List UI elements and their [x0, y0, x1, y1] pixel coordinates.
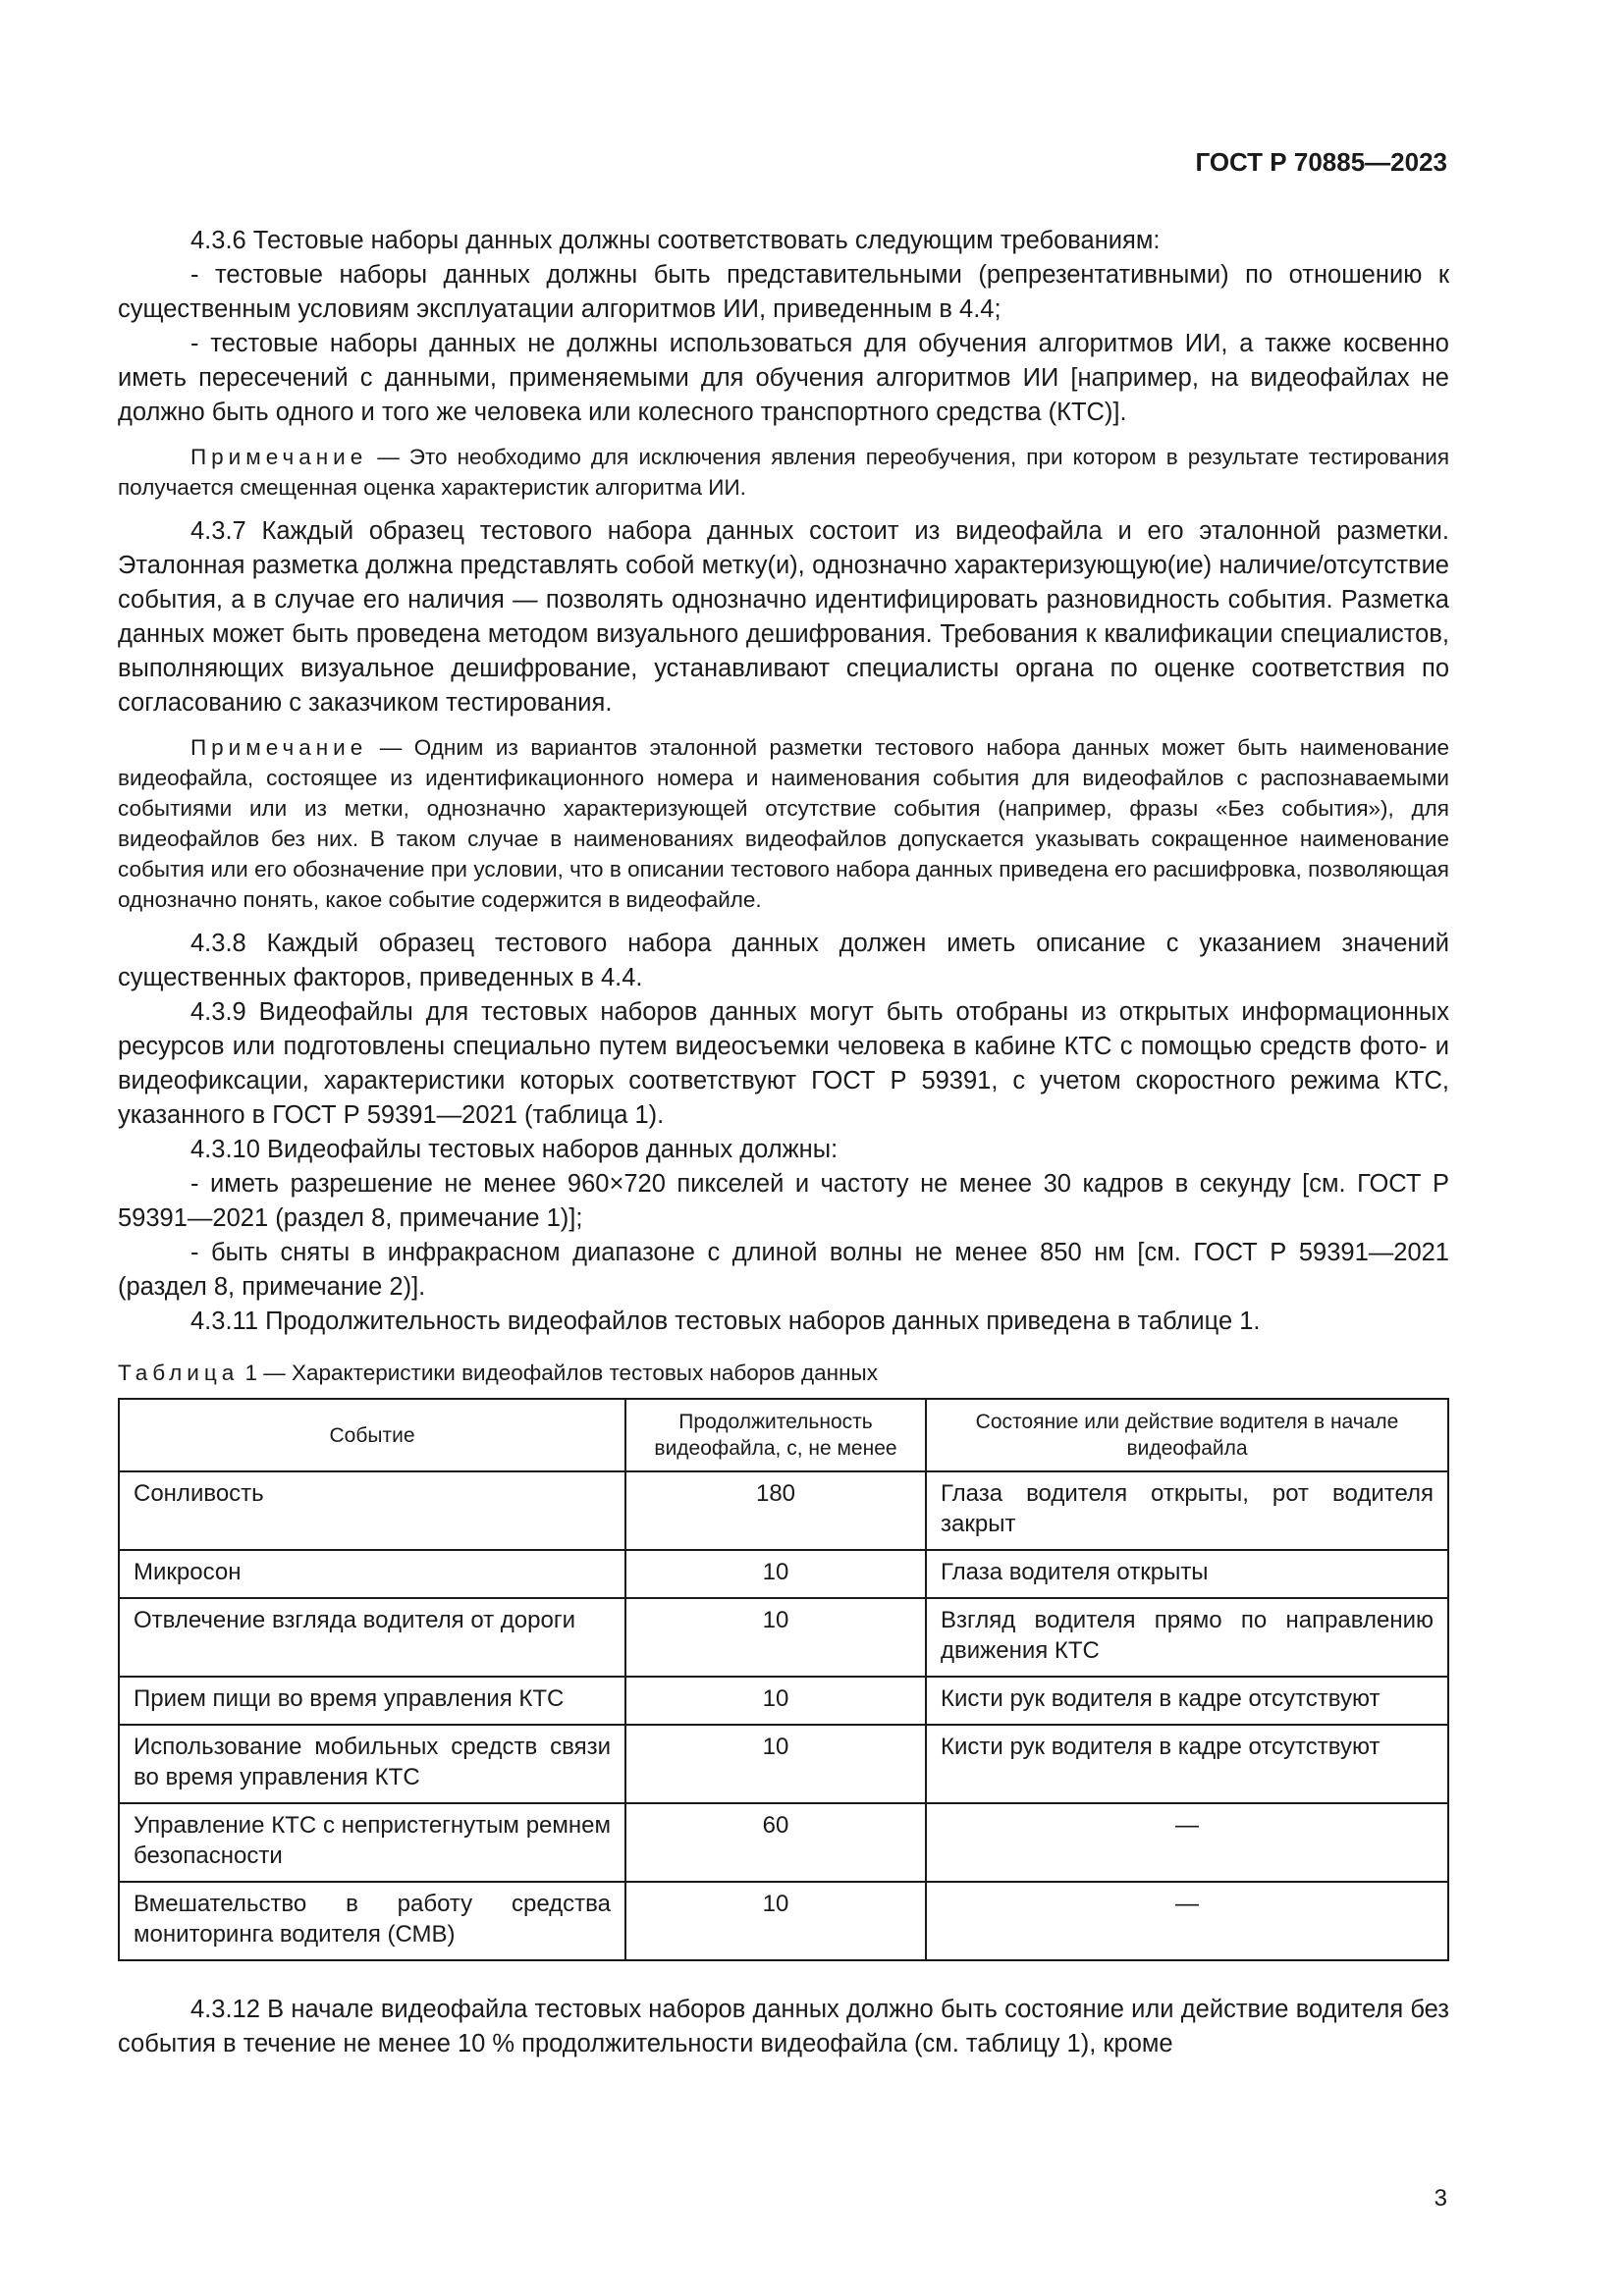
table-row — [119, 1471, 1448, 1550]
event-cell: Микросон — [119, 1550, 625, 1598]
table-1-caption — [118, 1359, 1449, 1388]
clause-4-3-10-intro: 4.3.10 Видеофайлы тестовых наборов данных должны: — [190, 1136, 839, 1163]
table-1-caption-label: Таблица — [118, 1361, 240, 1385]
table-row — [119, 1882, 1448, 1960]
document-body — [118, 224, 1449, 2061]
table-row — [119, 1725, 1448, 1803]
clause-4-3-10-item-1: - иметь разрешение не менее 960×720 пикселей и частоту не менее 30 кадров в секунду [см. ГОСТ Р 59391—2021 (раздел 8, примечание 1)]; — [118, 1170, 1449, 1232]
duration-cell: 10 — [625, 1677, 926, 1725]
clause-4-3-12: 4.3.12 В начале видеофайла тестовых наборов данных должно быть состояние или действие водителя без события в течение не менее 10 % продолжительности видеофайла (см. таблицу 1), кроме — [118, 1996, 1449, 2057]
event-cell: Прием пищи во время управления КТС — [119, 1677, 625, 1725]
note-1 — [118, 442, 1449, 503]
duration-cell: 60 — [625, 1803, 926, 1882]
column-header-driver-state: Состояние или действие водителя в начале видеофайла — [926, 1399, 1448, 1471]
driver-state-cell: Взгляд водителя прямо по направлению движения КТС — [926, 1598, 1448, 1677]
driver-state-cell: — — [926, 1882, 1448, 1960]
duration-cell: 10 — [625, 1882, 926, 1960]
column-header-event: Событие — [119, 1399, 625, 1471]
table-1 — [118, 1398, 1449, 1961]
table-header-row — [119, 1399, 1448, 1471]
clause-4-3-6-item-1: - тестовые наборы данных должны быть представительными (репрезентативными) по отношению к существенным условиям эксплуатации алгоритмов ИИ, приведенным в 4.4; — [118, 261, 1449, 323]
duration-cell: 180 — [625, 1471, 926, 1550]
clause-4-3-6-item-2: - тестовые наборы данных не должны использоваться для обучения алгоритмов ИИ, а также косвенно иметь пересечений с данными, применяемыми для обучения алгоритмов ИИ [например, на видеофайлах не должно быть одного и того же человека или колесного транспортного средства (КТС)]. — [118, 330, 1449, 426]
clause-4-3-11: 4.3.11 Продолжительность видеофайлов тестовых наборов данных приведена в таблице 1. — [190, 1308, 1261, 1335]
table-row — [119, 1598, 1448, 1677]
event-cell: Вмешательство в работу средства мониторинга водителя (СМВ) — [119, 1882, 625, 1960]
driver-state-cell: Глаза водителя открыты, рот водителя закрыт — [926, 1471, 1448, 1550]
duration-cell: 10 — [625, 1550, 926, 1598]
note-2 — [118, 732, 1449, 915]
duration-cell: 10 — [625, 1598, 926, 1677]
clause-4-3-10-item-2: - быть сняты в инфракрасном диапазоне с длиной волны не менее 850 нм [см. ГОСТ Р 59391—2021 (раздел 8, примечание 2)]. — [118, 1239, 1449, 1301]
clause-4-3-6-intro: 4.3.6 Тестовые наборы данных должны соответствовать следующим требованиям: — [190, 227, 1161, 254]
table-1-caption-text: 1 — Характеристики видеофайлов тестовых наборов данных — [239, 1361, 878, 1385]
event-cell: Управление КТС с непристегнутым ремнем безопасности — [119, 1803, 625, 1882]
note-1-text: — Это необходимо для исключения явления переобучения, при котором в результате тестирования получается смещенная оценка характеристик алгоритма ИИ. — [118, 445, 1449, 500]
document-header: ГОСТ Р 70885—2023 — [1195, 147, 1447, 177]
clause-4-3-8: 4.3.8 Каждый образец тестового набора данных должен иметь описание с указанием значений существенных факторов, приведенных в 4.4. — [118, 930, 1449, 991]
event-cell: Использование мобильных средств связи во время управления КТС — [119, 1725, 625, 1803]
event-cell: Сонливость — [119, 1471, 625, 1550]
note-2-label: Примечание — [190, 735, 368, 760]
table-row — [119, 1677, 1448, 1725]
clause-4-3-9: 4.3.9 Видеофайлы для тестовых наборов данных могут быть отобраны из открытых информационных ресурсов или подготовлены специально путем видеосъемки человека в кабине КТС с помощью средств фото- и видеофиксации, характеристики которых соответствуют ГОСТ Р 59391, с учетом скоростного режима КТС, указанного в ГОСТ Р 59391—2021 (таблица 1). — [118, 998, 1449, 1129]
note-2-text: — Одним из вариантов эталонной разметки тестового набора данных может быть наименование видеофайла, состоящее из идентификационного номера и наименования события для видеофайлов с распознаваемыми событиями или из метки, однозначно характеризующей отсутствие события (например, фразы «Без события»), для видеофайлов без них. В таком случае в наименованиях видеофайлов допускается указывать сокращенное наименование события или его обозначение при условии, что в описании тестового набора данных приведена его расшифровка, позволяющая однозначно понять, какое событие содержится в видеофайле. — [118, 735, 1449, 912]
column-header-duration: Продолжительность видеофайла, с, не менее — [625, 1399, 926, 1471]
driver-state-cell: Кисти рук водителя в кадре отсутствуют — [926, 1677, 1448, 1725]
page-number: 3 — [1434, 2185, 1447, 2212]
table-row — [119, 1803, 1448, 1882]
note-1-label: Примечание — [190, 445, 368, 469]
event-cell: Отвлечение взгляда водителя от дороги — [119, 1598, 625, 1677]
driver-state-cell: — — [926, 1803, 1448, 1882]
duration-cell: 10 — [625, 1725, 926, 1803]
driver-state-cell: Кисти рук водителя в кадре отсутствуют — [926, 1725, 1448, 1803]
driver-state-cell: Глаза водителя открыты — [926, 1550, 1448, 1598]
table-row — [119, 1550, 1448, 1598]
clause-4-3-7: 4.3.7 Каждый образец тестового набора данных состоит из видеофайла и его эталонной разметки. Эталонная разметка должна представлять собой метку(и), однозначно характеризующую(ие) наличие/отсутствие события, а в случае его наличия — позволять однозначно идентифицировать разновидность события. Разметка данных может быть проведена методом визуального дешифрования. Требования к квалификации специалистов, выполняющих визуальное дешифрование, устанавливают специалисты органа по оценке соответствия по согласованию с заказчиком тестирования. — [118, 517, 1449, 717]
